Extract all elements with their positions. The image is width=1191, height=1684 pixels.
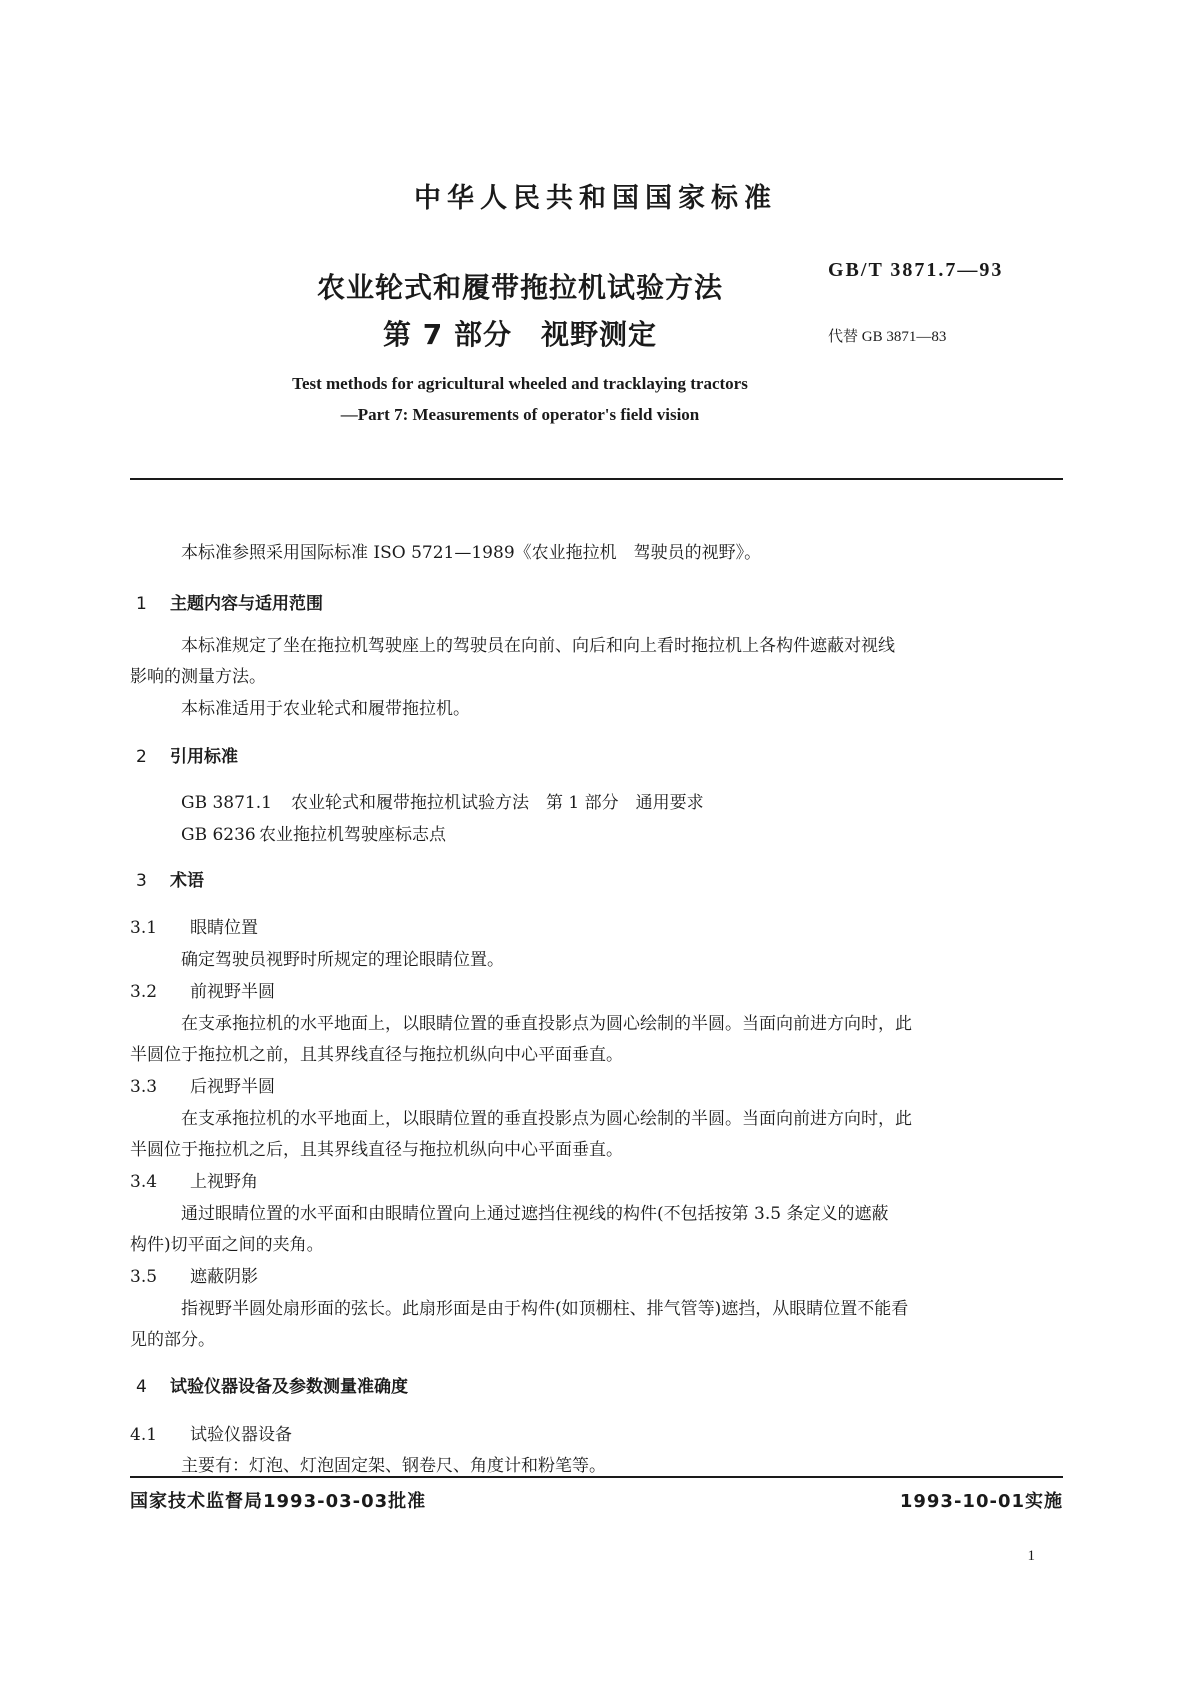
term-3-4-line1: 通过眼睛位置的水平面和由眼睛位置向上通过遮挡住视线的构件(不包括按第 3.5 条定义的遮蔽 xyxy=(181,1204,889,1224)
s1-para1-line2: 影响的测量方法。 xyxy=(130,667,266,687)
subsection-4-1-heading xyxy=(130,1420,292,1445)
effective-date: 1993-10-01实施 xyxy=(899,1491,1063,1512)
reference-title: 农业轮式和履带拖拉机试验方法 第 1 部分 通用要求 xyxy=(291,793,704,813)
approval-date: 国家技术监督局1993-03-03批准 xyxy=(130,1491,427,1512)
reference-1 xyxy=(181,788,704,813)
term-title: 遮蔽阴影 xyxy=(190,1267,258,1287)
page-number: 1 xyxy=(1027,1548,1035,1564)
term-3-2-line1: 在支承拖拉机的水平地面上，以眼睛位置的垂直投影点为圆心绘制的半圆。当面向前进方向时，此 xyxy=(181,1014,912,1034)
term-3-4-heading xyxy=(130,1167,258,1192)
title-line-2: 第 7 部分 视野测定 xyxy=(383,318,657,351)
term-3-4-line2: 构件)切平面之间的夹角。 xyxy=(130,1235,324,1255)
term-3-5-line2: 见的部分。 xyxy=(130,1330,215,1350)
term-3-1-heading xyxy=(130,913,258,938)
term-title: 上视野角 xyxy=(190,1172,258,1192)
term-3-3-line1: 在支承拖拉机的水平地面上，以眼睛位置的垂直投影点为圆心绘制的半圆。当面向前进方向时，此 xyxy=(181,1109,912,1129)
standard-number: GB/T 3871.7—93 xyxy=(828,259,1004,281)
header-divider xyxy=(130,478,1063,480)
section-3-heading xyxy=(136,866,204,891)
english-title-line-2: —Part 7: Measurements of operator's field vision xyxy=(340,405,700,424)
section-1-heading xyxy=(136,589,323,614)
section-4-heading xyxy=(136,1372,408,1397)
term-3-3-line2: 半圆位于拖拉机之后，且其界线直径与拖拉机纵向中心平面垂直。 xyxy=(130,1140,623,1160)
subsection-title: 试验仪器设备 xyxy=(190,1425,292,1445)
term-title: 眼睛位置 xyxy=(190,918,258,938)
term-3-3-heading xyxy=(130,1072,275,1097)
term-number: 3.3 xyxy=(130,1077,158,1097)
title-line-1: 农业轮式和履带拖拉机试验方法 xyxy=(316,271,723,304)
term-3-5-heading xyxy=(130,1262,258,1287)
s1-para2: 本标准适用于农业轮式和履带拖拉机。 xyxy=(181,699,470,719)
english-title-line-1: Test methods for agricultural wheeled and tracklaying tractors xyxy=(292,374,748,393)
term-number: 3.4 xyxy=(130,1172,158,1192)
national-standard-header: 中华人民共和国国家标准 xyxy=(414,183,777,214)
section-title: 主题内容与适用范围 xyxy=(170,594,323,614)
term-number: 3.5 xyxy=(130,1267,158,1287)
term-3-1-definition: 确定驾驶员视野时所规定的理论眼睛位置。 xyxy=(181,950,504,970)
subsection-number: 4.1 xyxy=(130,1425,158,1445)
reference-2 xyxy=(181,820,446,845)
reference-title: 农业拖拉机驾驶座标志点 xyxy=(259,825,446,845)
section-number: 2 xyxy=(136,747,147,767)
section-title: 引用标准 xyxy=(170,747,238,767)
term-3-2-heading xyxy=(130,977,275,1002)
term-title: 后视野半圆 xyxy=(190,1077,275,1097)
section-number: 3 xyxy=(136,871,147,891)
section-number: 4 xyxy=(136,1377,147,1397)
term-3-5-line1: 指视野半圆处扇形面的弦长。此扇形面是由于构件(如顶棚柱、排气管等)遮挡，从眼睛位置不能看 xyxy=(181,1299,909,1319)
term-number: 3.1 xyxy=(130,918,158,938)
intro-paragraph: 本标准参照采用国际标准 ISO 5721—1989《农业拖拉机 驾驶员的视野》。 xyxy=(181,543,762,563)
term-title: 前视野半圆 xyxy=(190,982,275,1002)
replaces-standard: 代替 GB 3871—83 xyxy=(828,329,947,345)
s1-para1-line1: 本标准规定了坐在拖拉机驾驶座上的驾驶员在向前、向后和向上看时拖拉机上各构件遮蔽对视线 xyxy=(181,636,895,656)
reference-code: GB 6236 xyxy=(181,825,256,845)
section-title: 术语 xyxy=(170,871,204,891)
footer-divider xyxy=(130,1476,1063,1478)
section-2-heading xyxy=(136,742,238,767)
term-3-2-line2: 半圆位于拖拉机之前，且其界线直径与拖拉机纵向中心平面垂直。 xyxy=(130,1045,623,1065)
section-number: 1 xyxy=(136,594,147,614)
subsection-4-1-text: 主要有：灯泡、灯泡固定架、钢卷尺、角度计和粉笔等。 xyxy=(181,1456,606,1476)
section-title: 试验仪器设备及参数测量准确度 xyxy=(170,1377,408,1397)
term-number: 3.2 xyxy=(130,982,158,1002)
reference-code: GB 3871.1 xyxy=(181,793,272,813)
